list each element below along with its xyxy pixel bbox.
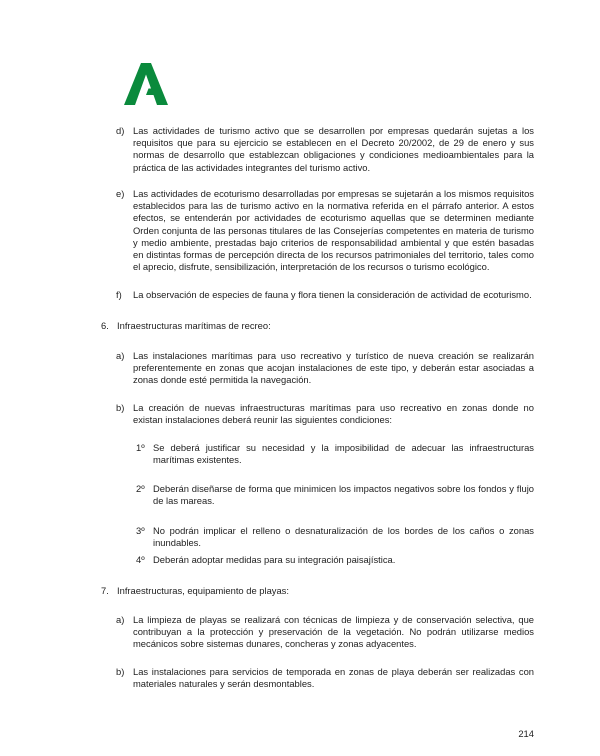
condition-text-1: Se deberá justificar su necesidad y la imposibilidad de adecuar las infraestructuras marítimas existentes.	[153, 442, 534, 466]
paragraph-d: Las actividades de turismo activo que se desarrollen por empresas quedarán sujetas a los requisitos que para su ejercicio se establecen en el Decreto 20/2002, de 29 de enero y sus normas de desarrollo que establezcan obligaciones y condiciones medioambientales para la práctica de las actividades integrantes del turismo activo.	[133, 125, 534, 173]
list-marker-e: e)	[116, 188, 125, 199]
section-6-title: Infraestructuras marítimas de recreo:	[117, 320, 271, 331]
condition-text-2: Deberán diseñarse de forma que minimicen los impactos negativos sobre los fondos y flujo de las mareas.	[153, 483, 534, 507]
section-7-paragraph-b: Las instalaciones para servicios de temporada en zonas de playa deberán ser realizadas con materiales naturales y serán desmontables.	[133, 666, 534, 690]
paragraph-f: La observación de especies de fauna y flora tienen la consideración de actividad de ecoturismo.	[133, 289, 532, 300]
section-7-marker: 7.	[101, 585, 109, 596]
condition-marker-2: 2º	[136, 483, 145, 494]
condition-marker-3: 3º	[136, 525, 145, 536]
section-6-marker-b: b)	[116, 402, 125, 413]
section-6-marker-a: a)	[116, 350, 125, 361]
condition-marker-4: 4º	[136, 554, 145, 565]
junta-andalucia-logo-icon	[124, 63, 168, 105]
condition-text-4: Deberán adoptar medidas para su integración paisajística.	[153, 554, 396, 565]
section-6-paragraph-b: La creación de nuevas infraestructuras marítimas para uso recreativo en zonas donde no existan instalaciones deberá reunir las siguientes condiciones:	[133, 402, 534, 426]
list-marker-d: d)	[116, 125, 125, 136]
section-7-marker-b: b)	[116, 666, 125, 677]
section-7-paragraph-a: La limpieza de playas se realizará con técnicas de limpieza y de conservación selectiva, que contribuyan a la protección y preservación de la vegetación. No podrán utilizarse medios mecánicos sobre sistemas dunares, concheras y zonas adyacentes.	[133, 614, 534, 650]
section-7-marker-a: a)	[116, 614, 125, 625]
paragraph-e: Las actividades de ecoturismo desarrolladas por empresas se sujetarán a los mismos requisitos establecidos para las de turismo activo en la normativa referida en el párrafo anterior. A estos efectos, se entenderán por actividades de ecoturismo aquellas que se determinen mediante Orden conjunta de las personas titulares de las Consejerías competentes en materia de turismo y medio ambiente, prestadas bajo criterios de responsabilidad ambiental y que estén basadas en distintas formas de percepción directa de los recursos patrimoniales del territorio, tales como el aprecio, disfrute, sensibilización, interpretación de los recursos o turismo ecológico.	[133, 188, 534, 273]
list-marker-f: f)	[116, 289, 122, 300]
section-6-paragraph-a: Las instalaciones marítimas para uso recreativo y turístico de nueva creación se realizarán preferentemente en zonas que acojan instalaciones de este tipo, y deberán estar asociadas a zonas donde esté permitida la navegación.	[133, 350, 534, 386]
section-7-title: Infraestructuras, equipamiento de playas:	[117, 585, 289, 596]
condition-text-3: No podrán implicar el relleno o desnaturalización de los bordes de los caños o zonas inundables.	[153, 525, 534, 549]
section-6-marker: 6.	[101, 320, 109, 331]
condition-marker-1: 1º	[136, 442, 145, 453]
page-number: 214	[518, 728, 534, 739]
